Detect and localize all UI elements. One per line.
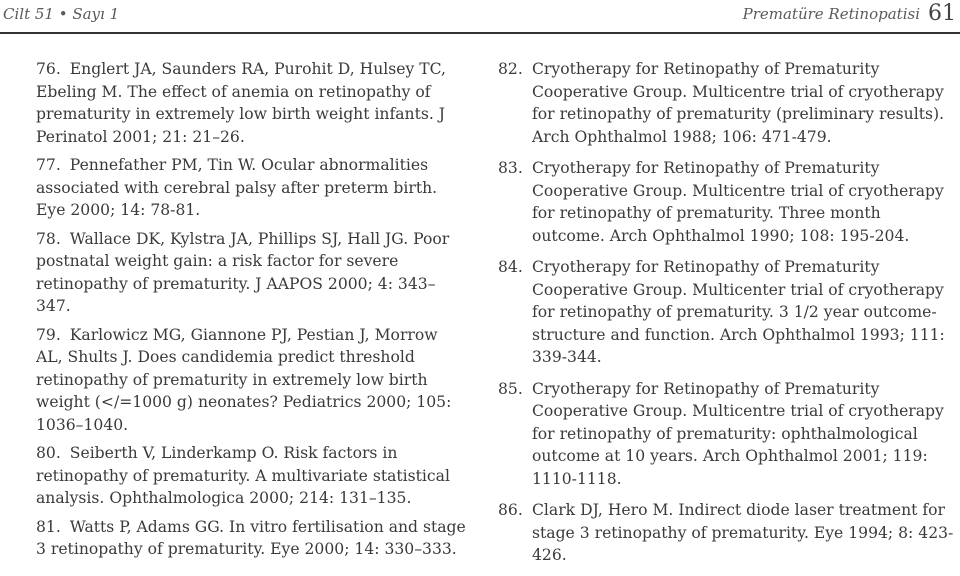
reference-item [498,58,958,148]
reference-number: 82. [498,60,523,78]
reference-text: Seiberth V, Linderkamp O. Risk factors in retinopathy of prematurity. A multivariate statistical analysis. Ophthalmologica 2000; 214: 131–135. [36,444,450,507]
reference-number: 83. [498,159,523,177]
reference-item [36,442,466,510]
reference-text: Wallace DK, Kylstra JA, Phillips SJ, Hall JG. Poor postnatal weight gain: a risk factor for severe retinopathy of prematurity. J AAPOS 2000; 4: 343–347. [36,229,450,315]
reference-text: Clark DJ, Hero M. Indirect diode laser treatment for stage 3 retinopathy of prematurity. Eye 1994; 8: 423-426. [532,501,954,564]
reference-text: Cryotherapy for Retinopathy of Prematurity Cooperative Group. Multicentre trial of cryotherapy for retinopathy of prematurity: ophthalmological outcome at 10 years. Arch Ophthalmol 2001; 119: 1110-1118. [532,379,944,488]
reference-item [498,157,958,247]
header-rule [0,32,960,34]
reference-item [36,58,466,148]
reference-text: Karlowicz MG, Giannone PJ, Pestian J, Morrow AL, Shults J. Does candidemia predict threshold retinopathy of prematurity in extremely low birth weight (</=1000 g) neonates? Pediatrics 2000; 105: 1036–1040. [36,325,452,434]
reference-text: Cryotherapy for Retinopathy of Prematurity Cooperative Group. Multicenter trial of cryotherapy for retinopathy of prematurity. 3 1/2 year outcome-structure and function. Arch Ophthalmol 1993; 111: 339-344. [532,258,945,366]
running-title: Prematüre Retinopatisi [742,5,920,23]
reference-number: 84. [498,258,523,276]
reference-item [36,154,466,222]
references-left-column [36,58,466,567]
reference-text: Pennefather PM, Tin W. Ocular abnormalities associated with cerebral palsy after preterm birth. Eye 2000; 14: 78-81. [36,156,438,219]
journal-volume-issue: Cilt 51 • Sayı 1 [3,5,120,23]
reference-number: 85. [498,379,523,398]
reference-number: 77. [36,156,61,174]
references-right-column [498,58,958,576]
reference-number: 78. [36,229,61,248]
reference-number: 86. [498,501,523,519]
reference-item [498,256,958,369]
reference-text: Watts P, Adams GG. In vitro fertilisation and stage 3 retinopathy of prematurity. Eye 2000; 14: 330–333. [36,517,466,558]
running-header [0,0,960,30]
page-number: 61 [928,1,956,26]
reference-number: 79. [36,325,61,344]
reference-number: 80. [36,444,61,462]
reference-text: Englert JA, Saunders RA, Purohit D, Hulsey TC, Ebeling M. The effect of anemia on retinopathy of prematurity in extremely low birth weight infants. J Perinatol 2001; 21: 21–26. [36,60,446,146]
reference-number: 76. [36,60,61,78]
reference-text: Cryotherapy for Retinopathy of Prematurity Cooperative Group. Multicentre trial of cryotherapy for retinopathy of prematurity. Three month outcome. Arch Ophthalmol 1990; 108: 195-204. [532,159,944,245]
reference-item [36,228,466,318]
reference-item [36,516,466,561]
reference-item [36,324,466,437]
reference-item [498,378,958,491]
reference-text: Cryotherapy for Retinopathy of Prematurity Cooperative Group. Multicentre trial of cryotherapy for retinopathy of prematurity (preliminary results). Arch Ophthalmol 1988; 106: 471-479. [532,60,945,146]
reference-item [498,499,958,567]
reference-number: 81. [36,517,61,536]
